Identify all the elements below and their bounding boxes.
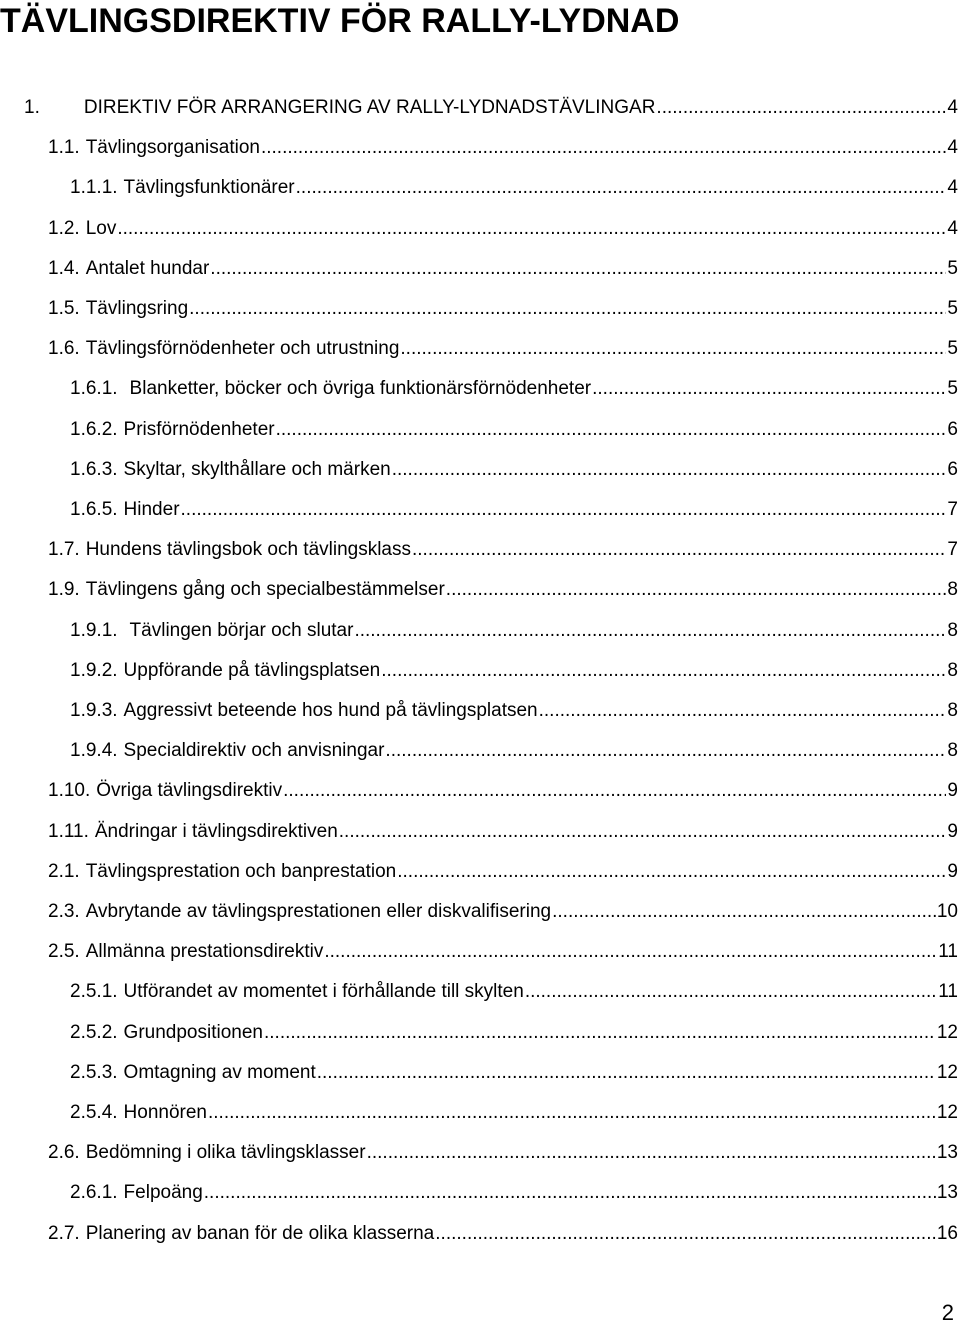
toc-entry[interactable] <box>0 530 960 570</box>
toc-entry[interactable] <box>0 691 960 731</box>
toc-entry[interactable] <box>0 329 960 369</box>
toc-entry-page: 5 <box>947 378 958 400</box>
toc-entry-title: Tävlingsprestation och banprestation <box>85 860 397 882</box>
toc-entry-number: 1.5. <box>48 298 80 319</box>
toc-entry-page: 8 <box>947 579 958 601</box>
toc-dot-leader <box>317 1053 936 1093</box>
toc-dot-leader <box>324 932 937 972</box>
toc-entry-page: 4 <box>947 137 958 159</box>
toc-entry[interactable] <box>0 1053 960 1093</box>
toc-dot-leader <box>435 1214 936 1254</box>
document-title: TÄVLINGSDIREKTIV FÖR RALLY-LYDNAD <box>0 2 680 40</box>
toc-entry-title: Övriga tävlingsdirektiv <box>96 780 283 802</box>
toc-entry-title: Felpoäng <box>123 1182 203 1204</box>
toc-entry-number: 2.3. <box>48 901 80 922</box>
toc-entry-number: 2.5.3. <box>70 1061 118 1083</box>
toc-entry-number: 1.9.1. <box>70 619 118 641</box>
toc-entry-label <box>70 1093 207 1133</box>
toc-entry[interactable] <box>0 289 960 329</box>
toc-entry-page: 11 <box>938 941 958 963</box>
toc-entry-page: 9 <box>947 860 958 882</box>
toc-dot-leader <box>261 128 946 168</box>
toc-entry-page: 16 <box>936 1222 958 1244</box>
toc-entry-title: Lov <box>85 217 117 239</box>
toc-dot-leader <box>339 812 947 852</box>
toc-entry-page: 9 <box>947 780 958 802</box>
toc-entry-number: 2.6. <box>48 1142 80 1164</box>
toc-entry-label <box>48 329 399 369</box>
toc-entry-label <box>48 289 188 329</box>
toc-entry-page: 12 <box>936 1061 958 1083</box>
toc-dot-leader <box>552 892 936 932</box>
toc-entry[interactable] <box>0 812 960 852</box>
toc-entry-label <box>70 490 180 530</box>
toc-dot-leader <box>412 530 946 570</box>
toc-entry[interactable] <box>0 249 960 289</box>
toc-entry-page: 10 <box>936 901 958 922</box>
toc-entry-label <box>70 410 275 450</box>
toc-entry-number: 2.1. <box>48 860 80 882</box>
toc-entry-label <box>70 450 391 490</box>
toc-entry-page: 8 <box>947 740 958 762</box>
toc-entry-page: 4 <box>947 217 958 239</box>
toc-dot-leader <box>354 611 946 651</box>
toc-dot-leader <box>189 289 946 329</box>
toc-entry-page: 6 <box>947 458 958 480</box>
toc-entry-number: 1.9. <box>48 579 80 601</box>
toc-entry[interactable] <box>0 1013 960 1053</box>
toc-entry-title: DIREKTIV FÖR ARRANGERING AV RALLY-LYDNADSTÄVLINGAR <box>83 97 656 118</box>
toc-entry[interactable] <box>0 490 960 530</box>
toc-entry-label <box>48 1214 434 1254</box>
toc-dot-leader <box>264 1013 936 1053</box>
toc-entry-label <box>48 209 116 249</box>
toc-entry-label <box>48 932 323 972</box>
toc-dot-leader <box>656 88 946 128</box>
toc-entry-number: 2.5.2. <box>70 1021 118 1043</box>
toc-entry-label <box>48 892 551 932</box>
toc-entry-number: 2.5. <box>48 941 80 963</box>
toc-entry-label <box>48 249 209 289</box>
toc-dot-leader <box>367 1133 936 1173</box>
toc-entry[interactable] <box>0 369 960 409</box>
toc-entry-title: Tävlingsfunktionärer <box>123 177 295 199</box>
toc-entry-page: 12 <box>936 1102 958 1123</box>
toc-entry-label <box>48 128 260 168</box>
toc-entry-page: 13 <box>936 1182 958 1204</box>
toc-entry[interactable] <box>0 932 960 972</box>
toc-entry-number: 2.6.1. <box>70 1182 118 1204</box>
toc-entry-label <box>70 611 353 651</box>
toc-dot-leader <box>210 249 946 289</box>
toc-entry-number: 1.1. <box>48 137 80 159</box>
toc-entry-page: 4 <box>947 97 958 118</box>
toc-entry-number: 1.9.3. <box>70 700 118 721</box>
toc-entry-number: 1. <box>24 97 40 118</box>
toc-entry-title: Avbrytande av tävlingsprestationen eller diskvalifisering <box>85 901 552 922</box>
toc-entry-title: Tävlingens gång och specialbestämmelser <box>85 579 445 601</box>
toc-entry[interactable] <box>0 450 960 490</box>
toc-entry-number: 1.6.5. <box>70 499 118 520</box>
toc-entry-label <box>48 771 282 811</box>
toc-entry-number: 1.2. <box>48 217 80 239</box>
toc-entry-number: 1.1.1. <box>70 177 118 199</box>
toc-entry-label <box>70 1053 316 1093</box>
toc-dot-leader <box>446 570 947 610</box>
toc-entry-label <box>70 168 295 208</box>
toc-entry[interactable] <box>0 1173 960 1213</box>
toc-entry[interactable] <box>0 731 960 771</box>
toc-dot-leader <box>400 329 946 369</box>
toc-entry-title: Allmänna prestationsdirektiv <box>85 941 324 963</box>
toc-entry-page: 8 <box>947 700 958 721</box>
toc-entry-number: 1.6.3. <box>70 458 118 480</box>
toc-entry-title: Tävlingsring <box>85 298 189 319</box>
toc-entry-number: 1.6.1. <box>70 378 118 400</box>
toc-dot-leader <box>385 731 946 771</box>
toc-entry[interactable] <box>0 1214 960 1254</box>
toc-entry[interactable] <box>0 892 960 932</box>
toc-entry[interactable] <box>0 972 960 1012</box>
toc-entry-label <box>48 812 338 852</box>
toc-entry-number: 1.7. <box>48 539 80 561</box>
toc-entry-page: 4 <box>947 177 958 199</box>
toc-dot-leader <box>397 852 946 892</box>
toc-entry-title: Ändringar i tävlingsdirektiven <box>94 820 338 842</box>
toc-entry-number: 1.9.4. <box>70 740 118 762</box>
toc-entry-title: Tävlingsorganisation <box>85 137 260 159</box>
page-number: 2 <box>941 1300 954 1325</box>
toc-dot-leader <box>539 691 947 731</box>
toc-entry-label <box>70 369 591 409</box>
toc-entry-label <box>70 731 384 771</box>
toc-entry-number: 1.10. <box>48 780 91 802</box>
toc-entry-number: 2.5.1. <box>70 981 118 1003</box>
toc-dot-leader <box>592 369 946 409</box>
toc-entry-label <box>48 1133 366 1173</box>
toc-entry-number: 1.9.2. <box>70 659 118 681</box>
toc-entry-title: Bedömning i olika tävlingsklasser <box>85 1142 366 1164</box>
toc-entry-title: Hinder <box>123 499 180 520</box>
toc-dot-leader <box>525 972 937 1012</box>
toc-entry[interactable] <box>0 651 960 691</box>
toc-entry-title: Planering av banan för de olika klasserna <box>85 1222 435 1244</box>
toc-entry[interactable] <box>0 771 960 811</box>
toc-dot-leader <box>296 168 947 208</box>
toc-entry-label <box>70 1173 203 1213</box>
toc-entry[interactable] <box>0 209 960 249</box>
toc-entry-title: Specialdirektiv och anvisningar <box>123 740 385 762</box>
toc-entry-label <box>70 972 524 1012</box>
toc-entry-label <box>70 1013 263 1053</box>
toc-entry-title: Honnören <box>123 1102 207 1123</box>
toc-entry-number: 2.5.4. <box>70 1102 118 1123</box>
toc-entry-page: 12 <box>936 1021 958 1043</box>
toc-entry[interactable] <box>0 1093 960 1133</box>
toc-entry[interactable] <box>0 88 960 128</box>
toc-entry-page: 7 <box>947 499 958 520</box>
toc-entry-number: 2.7. <box>48 1222 80 1244</box>
toc-dot-leader <box>117 209 946 249</box>
toc-entry-page: 13 <box>936 1142 958 1164</box>
toc-entry[interactable] <box>0 1133 960 1173</box>
toc-entry-title: Omtagning av moment <box>123 1061 316 1083</box>
toc-entry[interactable] <box>0 168 960 208</box>
toc-entry-page: 8 <box>947 619 958 641</box>
toc-entry[interactable] <box>0 570 960 610</box>
toc-entry-page: 5 <box>947 257 958 279</box>
toc-entry-title: Skyltar, skylthållare och märken <box>123 458 391 480</box>
toc-dot-leader <box>276 410 947 450</box>
toc-entry-label <box>70 691 538 731</box>
toc-entry-label <box>48 570 445 610</box>
toc-entry-page: 7 <box>947 539 958 561</box>
toc-entry-label <box>70 651 380 691</box>
toc-entry-page: 8 <box>947 659 958 681</box>
toc-entry-number: 1.6. <box>48 338 80 360</box>
toc-entry-title: Blanketter, böcker och övriga funktionärsförnödenheter <box>129 378 592 400</box>
toc-entry-title: Prisförnödenheter <box>123 418 275 440</box>
toc-dot-leader <box>204 1173 936 1213</box>
toc-entry-title: Uppförande på tävlingsplatsen <box>123 659 381 681</box>
toc-dot-leader <box>392 450 947 490</box>
toc-entry-page: 6 <box>947 418 958 440</box>
toc-dot-leader <box>208 1093 936 1133</box>
toc-entry-title: Tävlingsförnödenheter och utrustning <box>85 338 400 360</box>
toc-entry-label <box>48 530 411 570</box>
toc-entry-label <box>24 88 655 128</box>
toc-entry[interactable] <box>0 410 960 450</box>
toc-entry[interactable] <box>0 128 960 168</box>
toc-entry-page: 9 <box>947 820 958 842</box>
toc-dot-leader <box>283 771 946 811</box>
toc-entry-title: Aggressivt beteende hos hund på tävlingsplatsen <box>123 700 538 721</box>
toc-entry-page: 5 <box>947 338 958 360</box>
toc-dot-leader <box>381 651 946 691</box>
toc-entry-title: Antalet hundar <box>85 257 210 279</box>
toc-entry-page: 5 <box>947 298 958 319</box>
toc-entry-title: Tävlingen börjar och slutar <box>129 619 354 641</box>
toc-dot-leader <box>181 490 947 530</box>
toc-entry[interactable] <box>0 852 960 892</box>
toc-entry-page: 11 <box>938 981 958 1003</box>
toc-entry-title: Hundens tävlingsbok och tävlingsklass <box>85 539 411 561</box>
toc-entry-title: Utförandet av momentet i förhållande till skylten <box>123 981 524 1003</box>
toc-entry-number: 1.11. <box>48 820 89 842</box>
toc-entry-number: 1.4. <box>48 257 80 279</box>
toc-entry-title: Grundpositionen <box>123 1021 263 1043</box>
toc-entry-number: 1.6.2. <box>70 418 118 440</box>
toc-entry[interactable] <box>0 611 960 651</box>
toc-entry-label <box>48 852 396 892</box>
